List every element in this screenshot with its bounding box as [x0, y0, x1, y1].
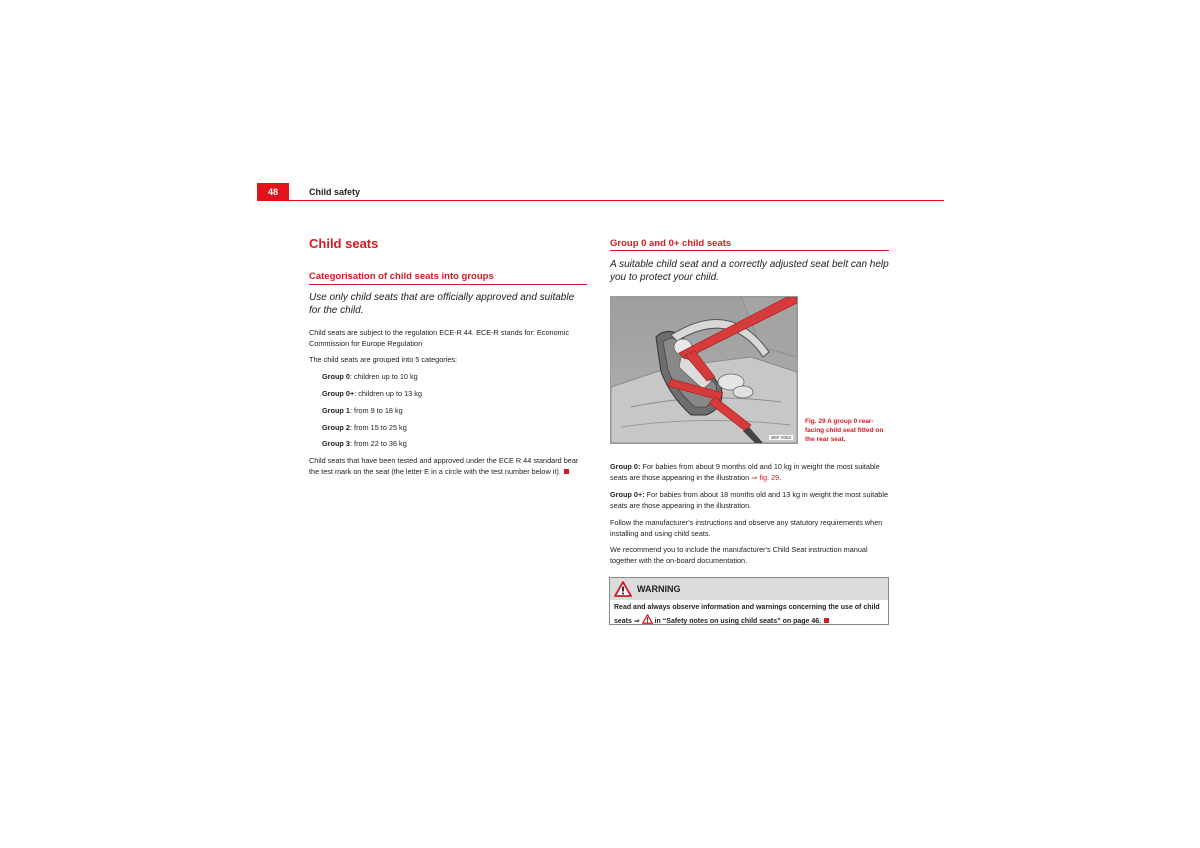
right-para-group0	[610, 461, 890, 483]
end-mark-icon	[824, 618, 829, 623]
group-label: Group 1	[322, 406, 350, 415]
group-item-2	[322, 422, 407, 433]
child-seat-drawing	[611, 297, 797, 443]
warning-box	[609, 577, 889, 625]
left-para-regulation: Child seats are subject to the regulation ECE-R 44. ECE-R stands for: Economic Commission for Europe Regulation	[309, 328, 569, 348]
figure-reference-link[interactable]: ⇒ fig. 29	[751, 473, 780, 482]
running-header-title: Child safety	[309, 187, 361, 197]
group-text: : from 22 to 36 kg	[349, 439, 407, 448]
group-item-0plus	[322, 388, 422, 399]
subsection-title-groups: Categorisation of child seats into groups	[309, 271, 494, 282]
figure-caption: Fig. 29 A group 0 rear-facing child seat fitted on the rear seat.	[805, 418, 884, 443]
group-label: Group 2	[322, 423, 350, 432]
para-label: Group 0+:	[610, 490, 645, 499]
group-text: : children up to 10 kg	[349, 372, 418, 381]
para-end: .	[779, 473, 782, 482]
testmark-text: Child seats that have been tested and approved under the ECE R 44 standard bear the test mark on the seat (the letter E in a circle with the test number below it).	[309, 456, 579, 476]
figure-code: B5F-0062	[771, 435, 791, 440]
group-label: Group 0	[322, 372, 350, 381]
group-item-0	[322, 371, 418, 382]
warning-title: WARNING	[637, 584, 681, 594]
right-para-instructions: Follow the manufacturer's instructions and observe any statutory requirements when installing and using child seats.	[610, 518, 883, 538]
subsection-rule	[610, 250, 889, 251]
group-text: : from 9 to 18 kg	[349, 406, 403, 415]
subsection-rule	[309, 284, 587, 285]
end-mark-icon	[564, 469, 569, 474]
warning-text	[610, 600, 888, 627]
left-para-categories: The child seats are grouped into 5 categories:	[309, 355, 458, 364]
group-item-1	[322, 405, 403, 416]
right-intro: A suitable child seat and a correctly adjusted seat belt can help you to protect your child.	[610, 259, 889, 283]
group-item-3	[322, 438, 407, 449]
para-text: For babies from about 9 months old and 10 kg in weight the most suitable seats are those appearing in the illustration	[610, 462, 880, 482]
para-label: Group 0:	[610, 462, 641, 471]
group-text: : from 15 to 25 kg	[349, 423, 407, 432]
section-title: Child seats	[309, 236, 379, 251]
child-seat-illustration	[610, 296, 798, 444]
group-text: : children up to 13 kg	[354, 389, 422, 398]
right-para-group0plus	[610, 489, 890, 511]
page-number	[257, 183, 289, 201]
left-para-testmark	[309, 455, 589, 477]
warning-text-b: in “Safety notes on using child seats” on page 46.	[652, 617, 822, 625]
warning-header	[610, 578, 888, 600]
warning-triangle-ref-icon[interactable]	[642, 614, 653, 624]
left-intro: Use only child seats that are officially approved and suitable for the child.	[309, 292, 575, 316]
warning-text-a: Read and always observe information and warnings concerning the use of child seats ⇒	[614, 604, 880, 625]
subsection-title-group0: Group 0 and 0+ child seats	[610, 238, 732, 249]
group-label: Group 0+	[322, 389, 355, 398]
header-rule	[257, 200, 944, 201]
group-label: Group 3	[322, 439, 350, 448]
page-number-text: 48	[267, 187, 278, 197]
right-para-recommend: We recommend you to include the manufacturer's Child Seat instruction manual together with the on-board documentation.	[610, 545, 868, 565]
para-text: For babies from about 18 months old and 13 kg in weight the most suitable seats are those appearing in the illustration.	[610, 490, 889, 510]
warning-triangle-icon	[614, 581, 632, 597]
